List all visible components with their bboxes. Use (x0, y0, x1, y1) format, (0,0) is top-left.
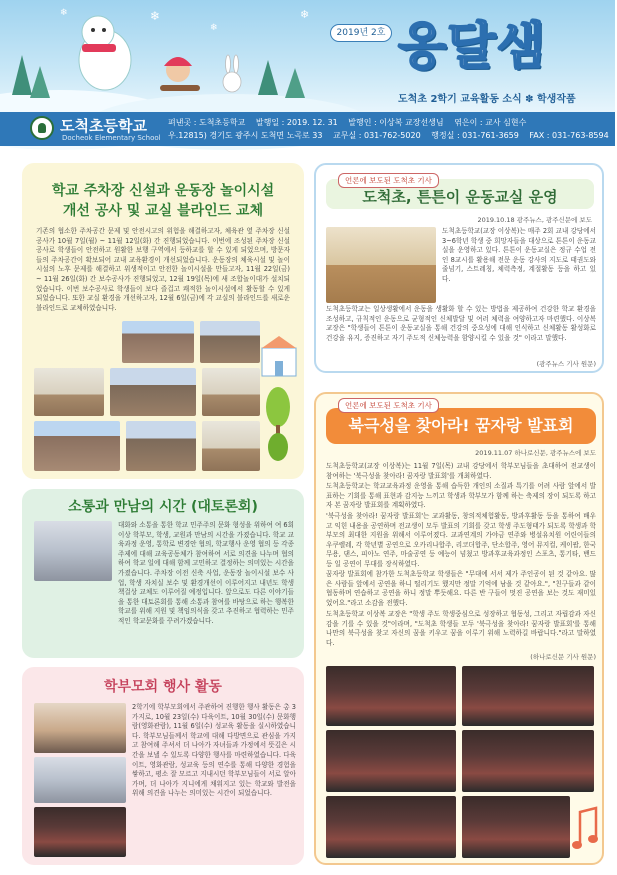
svg-text:❄: ❄ (300, 8, 310, 21)
concert-photo-3 (326, 730, 456, 792)
article-facility-title-line1: 학교 주차장 신설과 운동장 놀이시설 (51, 183, 275, 199)
article-concert-dateline: 2019.11.07 하나로신문, 광주뉴스에 보도 (475, 449, 596, 457)
article-facility (22, 163, 304, 479)
article-parents-body: 2학기에 학부모회에서 주관하여 진행한 행사 활동은 총 3가지로, 10월 23일(수) 다육이트, 10월 30일(수) 문화행람(영화관람), 11월 6일(수) 성교육 활동을 실시하였습니다. 학부모님들께서 학교에 대해 다방면으로 관심을 가지고 참여해 주셔서 더 나아가 자녀들과 가정에서 뜻깊은 시간을 보낼 수 있도록 다양한 행사를 마련하였습니다. 다육이트, 영화관람, 성교육 등의 연수를 통해 다양한 경험을 쌓하고, 평소 잘 모르고 지내시던 학부모님들이 서로 알아가며, 더 나아가 지니에게 채워지고 있는 학교와 발전을 위해 의견을 나누는 의미있는 시간이 되었습니다. (132, 703, 296, 798)
article-concert-body-p5: 도척초등학교 이상복 교장은 "학생 주도 학생중심으로 성장하고 협동성, 그리고 자립감과 자신감을 기를 수 있을 것"이라며, "도척초 학생들 모두 '북극성을 찾아라! 꿈자랑 발표회'를 통해 나만의 북극성을 찾고 자신의 꿈을 키우고 꿈을 이루기 위해 노력하길 바랍니다."라고 말하였다. (326, 610, 596, 647)
school-name: 도척초등학교 (60, 117, 147, 135)
parking-photo-1 (122, 321, 194, 363)
article-gym-body-p1: 도척초등학교(교장 이상복)는 매주 2회 교내 강당에서 3~6학년 학생 중 희망자들을 대상으로 튼튼이 운동교실을 운영하고 있다. 튼튼이 운동교실은 정규 수업 전인 8교시를 활용해 전문 운동 강사의 지도로 태권도와 줄넘기, 스트레칭, 체력측정, 계절활동 등을 하고 있다. (442, 227, 596, 283)
article-gym-credit: (광주뉴스 기사 원문) (536, 360, 596, 368)
concert-photo-4 (462, 730, 594, 792)
article-meeting (22, 489, 304, 658)
article-parents (22, 667, 304, 865)
winter-illustration (0, 0, 330, 112)
admin-phone: 행정실 : 031-761-3659 (431, 131, 519, 140)
parking-photo-2 (200, 321, 260, 363)
music-note-icon (570, 804, 600, 854)
editor: 엮은이 : 교사 심현수 (454, 118, 527, 127)
article-facility-body: 기존의 협소한 주차공간 문제 및 안전시고의 위험을 해결하고자, 체육관 옆 주차장 신설 공사가 10월 7일(월) ~ 11월 12일(화) 간 진행되었습니다. 이번에 조성된 주차장 신설 공사로 학생들이 안전하고 원활한 보행 구역에서 등하교를 할 수 있게 되었으며, 방문자들의 주차공간이 확보되어 교내 교육환경이 개선되었습니다. 운동장의 체육시설 및 놀이시설의 노후 문제를 해결하고 위생적이고 안전한 놀이시설을 만들고자, 11월 22일(금) ~ 11월 26일(화) 간 보수공사가 진행되었고, 12월 19일(목)에 새 조합놀이대가 설치되었습니다. 이번 보수공사로 학생들이 보다 즐겁고 쾌적한 놀이시설에서 활동할 수 있게 되었습니다. 또한 교실 환경을 개선하고자, 12월 6일(금)에 각 교실의 블라인드를 새로운 블라인드로 교체하였습니다. (36, 227, 290, 312)
publisher: 펴낸곳 : 도척초등학교 (168, 118, 246, 127)
playground-photo-2 (110, 368, 196, 416)
article-gym-body-p2: 도척초등학교는 일상생활에서 운동을 생활화 할 수 있는 방법을 제공하여 건강한 학교 환경을 조성하고, 규칙적인 운동으로 균형적인 신체발달 및 여러 체력을 여양하고자 마련했다. 이상복 교장은 "학생들이 튼튼이 운동교실을 통해 건강의 중요성에 대해 인식하고 신체활동 활성화로 건강을 유지, 증진하고 자기 주도적 신체능력을 함양시킬 수 있을 것" 이라고 말했다. (326, 305, 596, 342)
school-emblem-icon (30, 116, 54, 140)
article-concert (314, 392, 604, 865)
article-concert-body-p2: 도척초등학교는 학교교육과정 운영을 통해 습득한 개인의 소질과 특기를 어려 사람 앞에서 발표하는 기회를 통해 표현과 감지능 느끼고 학생과 학부모가 함께 하는 축제의 장이 되도록 하고자 본 꿈자랑 발표회를 계획하였다. (326, 482, 596, 510)
meeting-photo (34, 521, 112, 581)
tree-decoration-icon (260, 385, 296, 465)
school-info-bar (0, 112, 615, 146)
fax: FAX : 031-763-8594 (529, 131, 609, 140)
playground-photo-3 (34, 421, 120, 471)
article-concert-body-p4: 꿈자랑 발표회에 참가한 도척초등학교 학생들은 "무대에 서서 제가 주인공이 된 것 같아요. 많은 사람들 앞에서 공연을 하니 떨리기도 했지만 정말 기억에 남을 것 같아요.", "친구들과 같이 협동하며 연습하고 공연을 하니 정말 뿌듯해요. 다른 반 구들이 멋진 공연을 보는 것도 재미있었어요."라고 소감을 전했다. (326, 570, 596, 607)
article-meeting-title: 소통과 만남의 시간 (대토론회) (68, 499, 258, 515)
svg-text:❄: ❄ (60, 8, 68, 18)
article-gym (314, 163, 604, 373)
article-gym-title: 도척초, 튼튼이 운동교실 운영 (362, 188, 558, 206)
article-parents-title: 학부모회 행사 활동 (104, 679, 222, 695)
issuer: 발행인 : 이상복 교장선생님 (348, 118, 444, 127)
parents-photo-3 (34, 807, 126, 857)
article-facility-title-line2: 개선 공사 및 교실 블라인드 교체 (62, 203, 264, 219)
castle-decoration-icon (254, 333, 304, 378)
article-concert-body-p1: 도척초등학교(교장 이상복)는 11월 7일(목) 교내 강당에서 학부모님들을 초대하여 전교생이 참여하는 '북극성을 찾아라! 꿈자랑 발표회'를 개최하였다. (326, 462, 596, 480)
publication-info (168, 116, 608, 142)
address: 우.12815) 경기도 광주시 도척면 노곡로 33 (168, 131, 323, 140)
playground-photo-4 (126, 421, 196, 471)
blind-photo-1 (202, 368, 260, 416)
school-name-english: Docheok Elementary School (62, 134, 161, 142)
gym-class-photo (326, 227, 436, 303)
blind-photo-2 (202, 421, 260, 471)
concert-photo-5 (326, 796, 456, 858)
issue-badge: 2019년 2호 (330, 24, 392, 42)
article-concert-body-p3: '북극성을 찾아라! 꿈자랑 발표회'는 교과활동, 창의적체험활동, 방과후활동 등을 통하여 배우고 익힌 내용을 공연하며 전교생이 모두 발표의 기회를 갖고 학생 주도형태가 되도록 학생과 학부모의 최대한 지원을 위해서 이루어졌다. 교과연계의 가야금 연주와 병설유치원 어린이들의 우쿠렐레, 각 학년별 공연으로 오카리나합주, 리코더합주, 단소합주, 영어 뮤지컬, 케이팝, 한국무용, 댄스, 피아노 연주, 마술공연 등 예능이 넘쳤고 방과후교육과정인 스포츠, 통기타, 밴드 등 일 공연이 무대를 장식하였다. (326, 512, 596, 568)
article-meeting-body-cont (34, 585, 294, 651)
press-tag: 언론에 보도된 도척초 기사 (338, 398, 439, 413)
press-tag: 언론에 보도된 도척초 기사 (338, 173, 439, 188)
masthead (0, 0, 615, 112)
article-gym-dateline: 2019.10.18 광주뉴스, 광주신문에 보도 (477, 216, 592, 224)
concert-photo-6 (462, 796, 570, 858)
newsletter-title: 옹달샘 (398, 17, 546, 75)
playground-photo-1 (34, 368, 104, 416)
concert-photo-1 (326, 666, 456, 726)
article-concert-credit: (하나로신문 기사 원문) (530, 653, 596, 661)
newsletter-subtitle: 도척초 2학기 교육활동 소식 ✽ 학생작품 (398, 94, 576, 105)
office-phone: 교무실 : 031-762-5020 (333, 131, 421, 140)
publish-date: 발행일 : 2019. 12. 31 (255, 118, 338, 127)
article-concert-title: 북극성을 찾아라! 꿈자랑 발표회 (348, 416, 574, 435)
svg-text:❄: ❄ (210, 23, 218, 33)
svg-text:❄: ❄ (150, 9, 161, 23)
article-meeting-body: 대화와 소통을 통한 학교 민주주의 문화 형성을 위하여 여 6회 이상 학부모, 학생, 교원과 만남의 시간을 가졌습니다. 학교 교육과정 운영, 통학로 변경안 협의, 학교행사 운영 협의 등 각종 주제에 대해 교육공동체가 참여하여 서로 의견을 나누며 협의하여 학교 일에 대해 함께 고민하고 결정하는 의미있는 시간을 가졌습니다. 주차장 이전 신축 사업, 운동장 놀이시설 보수 사업, 학생 자치실 보수 및 환경개선이 이루어지고 내년도 학생 책걸상 교체도 이루어질 예정입니다. 앞으로도 다른 이야기들을 통한 대토론회를 통해 소통과 참여를 바탕으로 하는 행복한 학교를 위해 지원 및 책임의식을 갖고 추진하고 협력하는 민주적인 학교문화를 꾸려가겠습니다. (118, 521, 295, 625)
parents-photo-2 (34, 757, 126, 803)
parents-photo-1 (34, 703, 126, 753)
concert-photo-2 (462, 666, 594, 726)
